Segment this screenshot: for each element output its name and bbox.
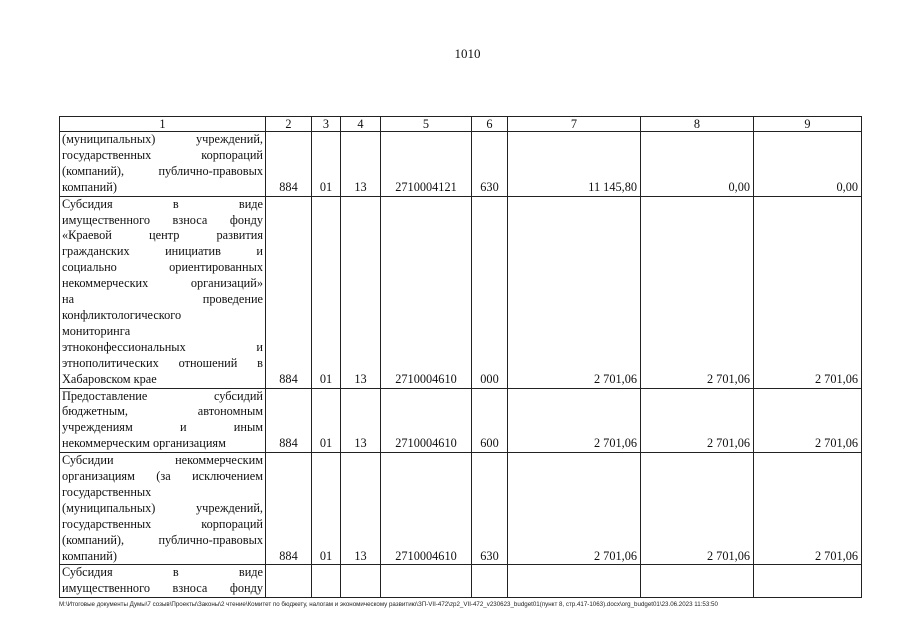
header-cell: 3 xyxy=(312,117,341,132)
description-line: конфликтологического xyxy=(62,307,182,322)
budget-table xyxy=(59,116,862,598)
description-line: «Краевой центр развития xyxy=(62,228,263,243)
cell-amount-col8: 2 701,06 xyxy=(641,388,754,453)
description-line: (муниципальных) учреждений, xyxy=(62,500,263,515)
row-description xyxy=(60,388,266,453)
cell-section xyxy=(312,565,341,598)
cell-amount-col7: 11 145,80 xyxy=(508,132,641,197)
cell-subsection: 13 xyxy=(341,196,381,388)
cell-ministry-code: 884 xyxy=(266,388,312,453)
cell-section: 01 xyxy=(312,132,341,197)
description-line: (компаний), публично-правовых xyxy=(62,532,263,547)
description-line: государственных xyxy=(62,484,152,499)
description-line: некоммерческих организаций» xyxy=(62,276,263,291)
cell-amount-col7: 2 701,06 xyxy=(508,388,641,453)
cell-amount-col8: 2 701,06 xyxy=(641,453,754,565)
description-line: бюджетным, автономным xyxy=(62,404,263,419)
row-description xyxy=(60,196,266,388)
header-cell: 1 xyxy=(60,117,266,132)
cell-amount-col7: 2 701,06 xyxy=(508,196,641,388)
header-cell: 5 xyxy=(381,117,472,132)
table-header-row xyxy=(60,117,862,132)
cell-target-article: 2710004610 xyxy=(381,453,472,565)
description-line: (компаний), публично-правовых xyxy=(62,163,263,178)
description-line: социально ориентированных xyxy=(62,260,263,275)
cell-target-article: 2710004610 xyxy=(381,196,472,388)
document-path-footer: M:\Итоговые документы Думы\7 созыв\Проекты\Законы\2 чтение\Комитет по бюджету, налогам и экономическому развитию\ЗП-VII-472\zp2_VII-472_v230623_budget01(пункт 8, стр.417-1063).docx\org_budget01\23.06.2023 11:53:50 xyxy=(59,601,718,608)
row-description xyxy=(60,453,266,565)
description-line: (муниципальных) учреждений, xyxy=(62,132,263,146)
description-line: компаний) xyxy=(62,179,117,194)
cell-subsection: 13 xyxy=(341,132,381,197)
description-line: Хабаровском крае xyxy=(62,371,157,386)
description-line: учреждениям и иным xyxy=(62,420,263,435)
table-row xyxy=(60,388,862,453)
cell-section: 01 xyxy=(312,388,341,453)
cell-subsection xyxy=(341,565,381,598)
cell-amount-col8: 2 701,06 xyxy=(641,196,754,388)
description-line: Предоставление субсидий xyxy=(62,388,263,403)
cell-ministry-code: 884 xyxy=(266,453,312,565)
row-description xyxy=(60,132,266,197)
cell-amount-col8: 0,00 xyxy=(641,132,754,197)
description-line: государственных корпораций xyxy=(62,516,263,531)
cell-subsection: 13 xyxy=(341,388,381,453)
cell-amount-col9: 2 701,06 xyxy=(754,196,862,388)
description-line: этнополитических отношений в xyxy=(62,355,263,370)
cell-expense-type: 600 xyxy=(472,388,508,453)
cell-amount-col9: 2 701,06 xyxy=(754,453,862,565)
cell-amount-col8 xyxy=(641,565,754,598)
cell-amount-col9: 2 701,06 xyxy=(754,388,862,453)
header-cell: 2 xyxy=(266,117,312,132)
cell-target-article: 2710004121 xyxy=(381,132,472,197)
description-line: этноконфессиональных и xyxy=(62,339,263,354)
cell-subsection: 13 xyxy=(341,453,381,565)
cell-ministry-code xyxy=(266,565,312,598)
description-line: Субсидии некоммерческим xyxy=(62,453,263,468)
table-row xyxy=(60,196,862,388)
description-line: гражданских инициатив и xyxy=(62,244,263,259)
cell-amount-col9: 0,00 xyxy=(754,132,862,197)
cell-amount-col7 xyxy=(508,565,641,598)
cell-amount-col7: 2 701,06 xyxy=(508,453,641,565)
description-line: имущественного взноса фонду xyxy=(62,212,263,227)
description-line: имущественного взноса фонду xyxy=(62,581,263,596)
table-row xyxy=(60,132,862,197)
header-cell: 9 xyxy=(754,117,862,132)
description-line: Субсидия в виде xyxy=(62,565,263,580)
table-row xyxy=(60,453,862,565)
cell-target-article xyxy=(381,565,472,598)
cell-ministry-code: 884 xyxy=(266,196,312,388)
header-cell: 6 xyxy=(472,117,508,132)
cell-expense-type: 630 xyxy=(472,132,508,197)
row-description xyxy=(60,565,266,598)
cell-amount-col9 xyxy=(754,565,862,598)
header-cell: 8 xyxy=(641,117,754,132)
cell-expense-type: 000 xyxy=(472,196,508,388)
description-line: государственных корпораций xyxy=(62,147,263,162)
cell-section: 01 xyxy=(312,196,341,388)
cell-expense-type xyxy=(472,565,508,598)
description-line: некоммерческим организациям xyxy=(62,436,226,451)
cell-expense-type: 630 xyxy=(472,453,508,565)
table-row xyxy=(60,565,862,598)
description-line: организациям (за исключением xyxy=(62,469,263,484)
header-cell: 4 xyxy=(341,117,381,132)
page-number: 1010 xyxy=(454,46,481,61)
header-cell: 7 xyxy=(508,117,641,132)
cell-section: 01 xyxy=(312,453,341,565)
description-line: Субсидия в виде xyxy=(62,196,263,211)
description-line: компаний) xyxy=(62,548,117,563)
cell-target-article: 2710004610 xyxy=(381,388,472,453)
description-line: мониторинга xyxy=(62,323,131,338)
cell-ministry-code: 884 xyxy=(266,132,312,197)
description-line: на проведение xyxy=(62,292,263,307)
